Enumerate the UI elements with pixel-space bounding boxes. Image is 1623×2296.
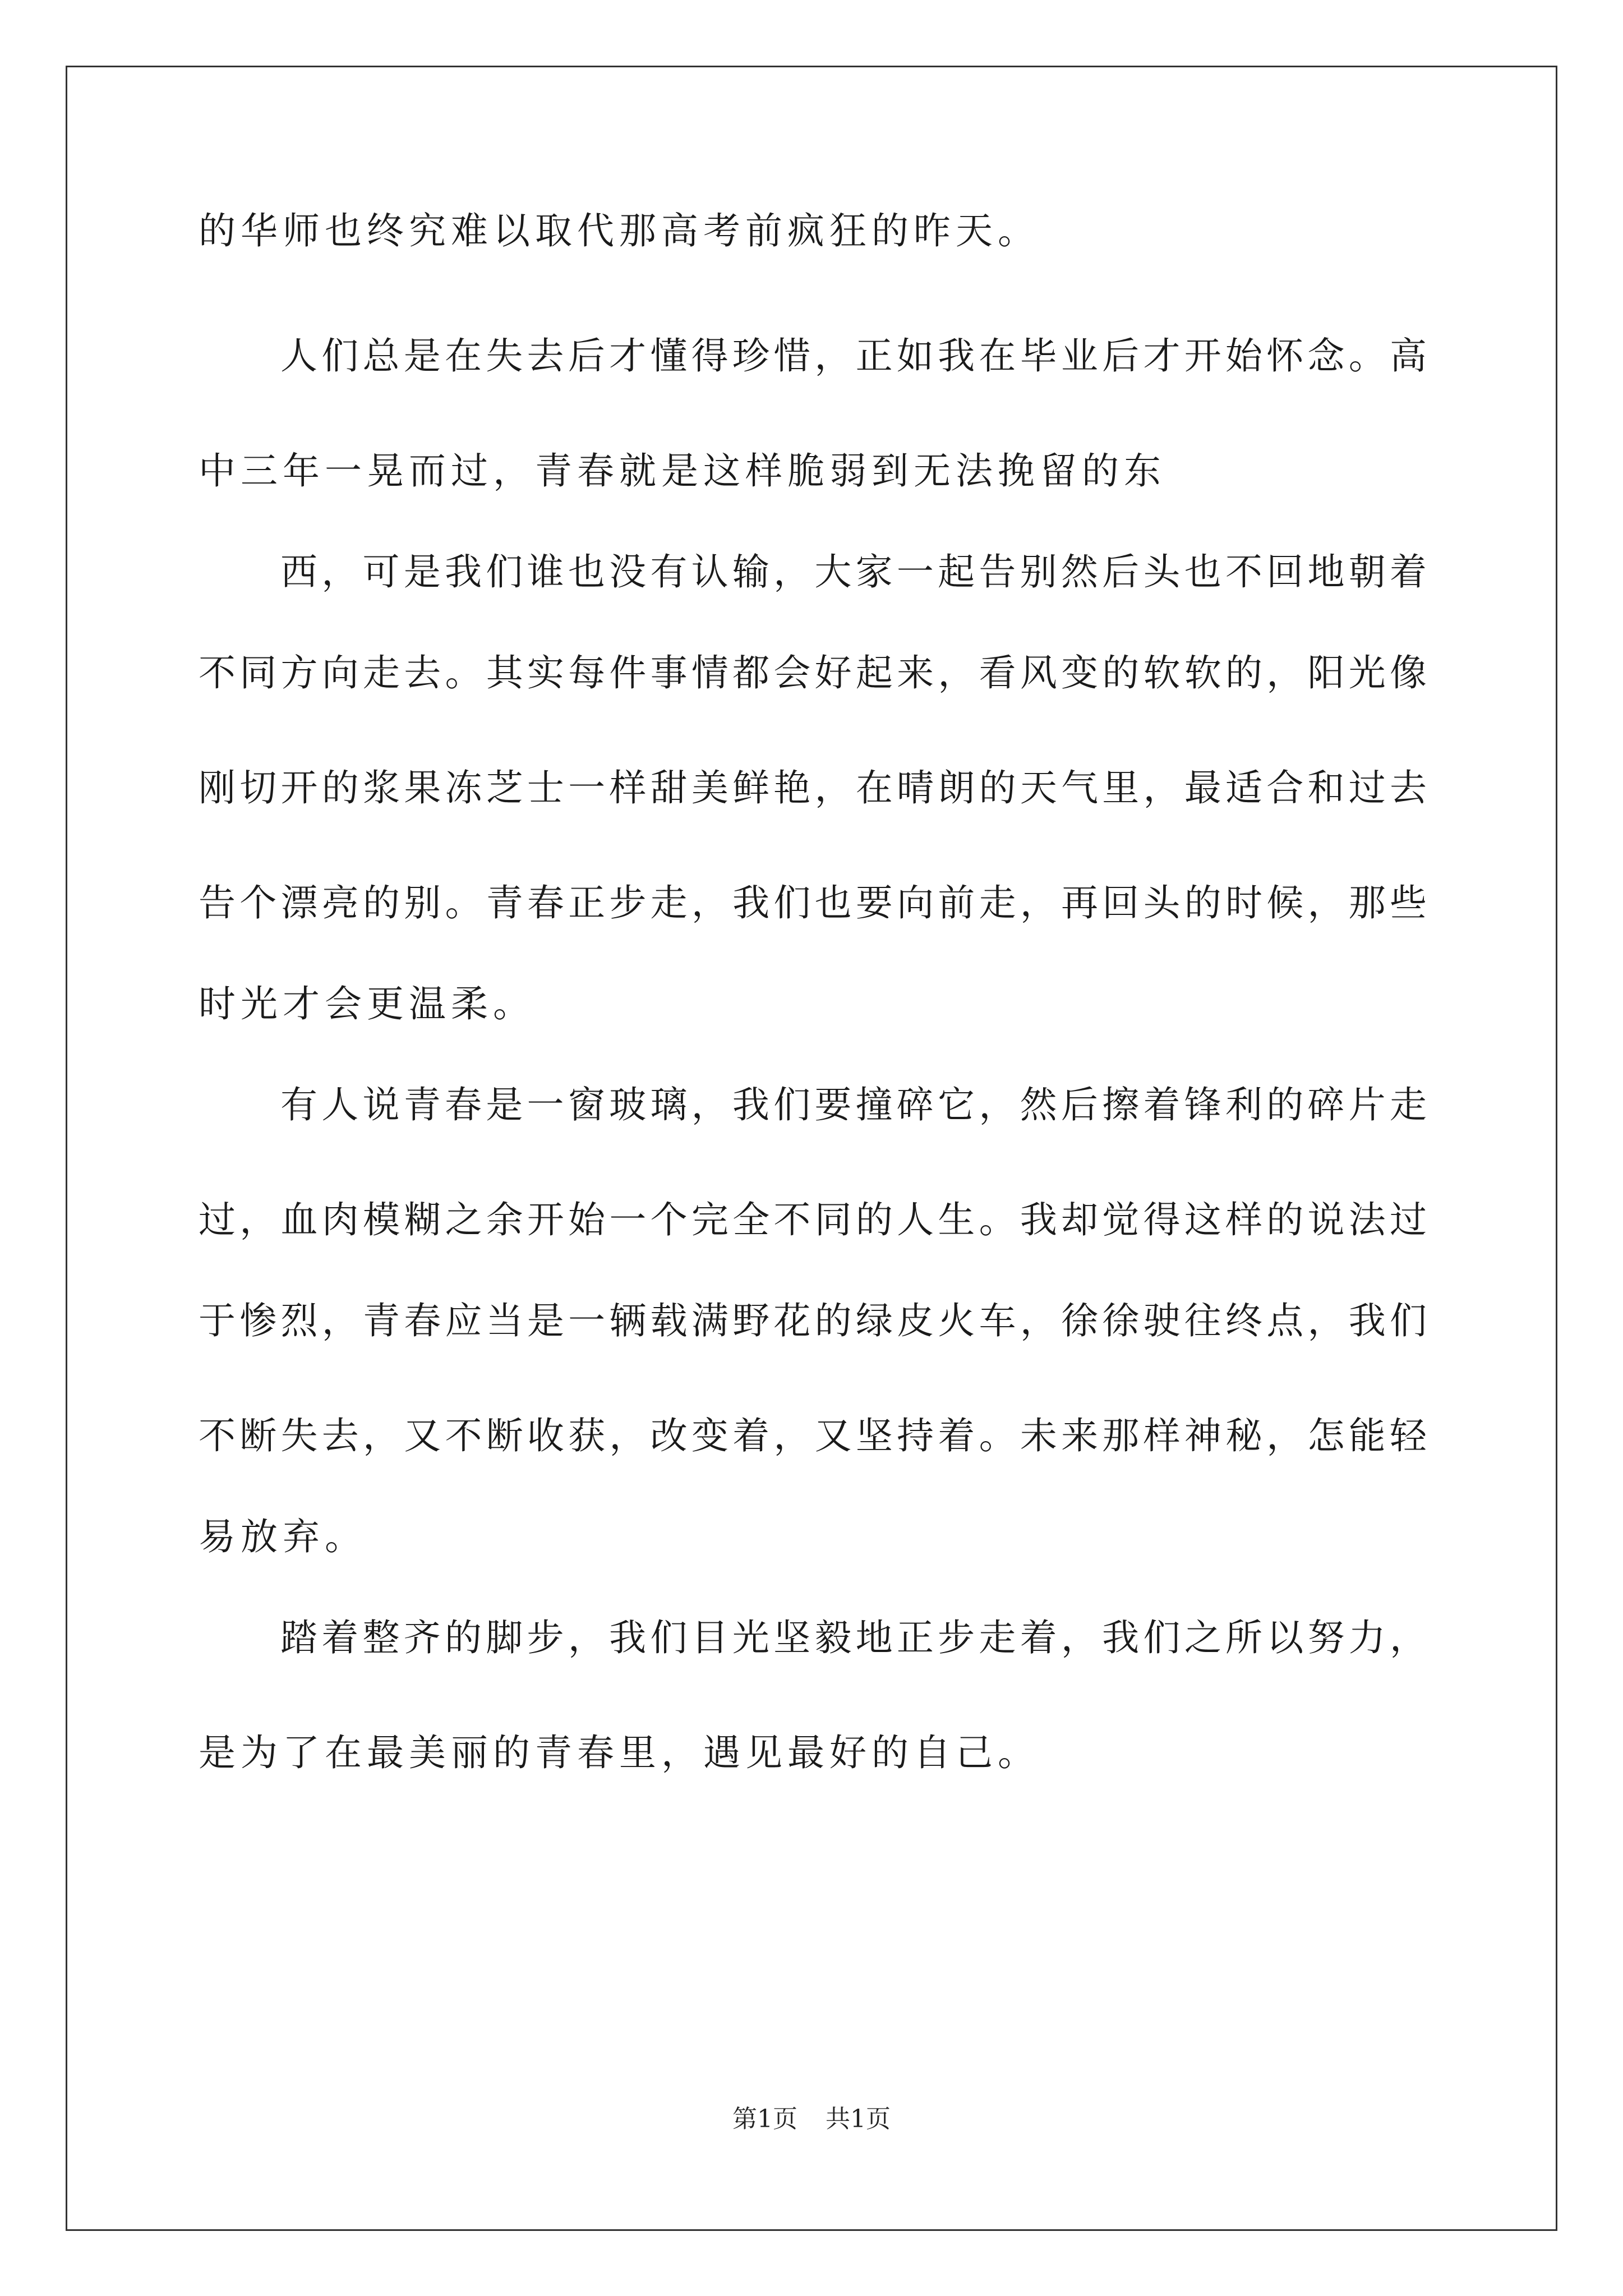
paragraph-first-line: 踏着整齐的脚步，我们目光坚毅地正步走着，我们之所以努力，: [280, 1616, 1427, 1659]
page-number-current: 第1页: [732, 2105, 797, 2133]
page-number-total: 共1页: [826, 2105, 891, 2133]
text-line: 时光才会更温柔。: [199, 982, 535, 1025]
page-border: [66, 66, 1557, 2231]
text-line: 易放弃。: [199, 1515, 367, 1558]
text-line: 过，血肉模糊之余开始一个完全不同的人生。我却觉得这样的说法过: [199, 1198, 1427, 1241]
text-line: 是为了在最美丽的青春里，遇见最好的自己。: [199, 1731, 1040, 1774]
paragraph-first-line: 人们总是在失去后才懂得珍惜，正如我在毕业后才开始怀念。高: [280, 334, 1427, 378]
text-line: 不同方向走去。其实每件事情都会好起来，看风变的软软的，阳光像: [199, 651, 1427, 694]
paragraph-first-line: 西，可是我们谁也没有认输，大家一起告别然后头也不回地朝着: [280, 550, 1427, 593]
text-line: 不断失去，又不断收获，改变着，又坚持着。未来那样神秘，怎能轻: [199, 1414, 1427, 1457]
paragraph-first-line: 有人说青春是一窗玻璃，我们要撞碎它，然后擦着锋利的碎片走: [280, 1083, 1427, 1126]
text-line: 的华师也终究难以取代那高考前疯狂的昨天。: [199, 209, 1040, 252]
page-footer: [0, 2104, 1623, 2135]
text-line: 于惨烈，青春应当是一辆载满野花的绿皮火车，徐徐驶往终点，我们: [199, 1299, 1427, 1342]
text-line: 告个漂亮的别。青春正步走，我们也要向前走，再回头的时候，那些: [199, 881, 1427, 924]
text-line: 中三年一晃而过，青春就是这样脆弱到无法挽留的东: [199, 449, 1166, 493]
text-line: 刚切开的浆果冻芝士一样甜美鲜艳，在晴朗的天气里，最适合和过去: [199, 766, 1427, 809]
